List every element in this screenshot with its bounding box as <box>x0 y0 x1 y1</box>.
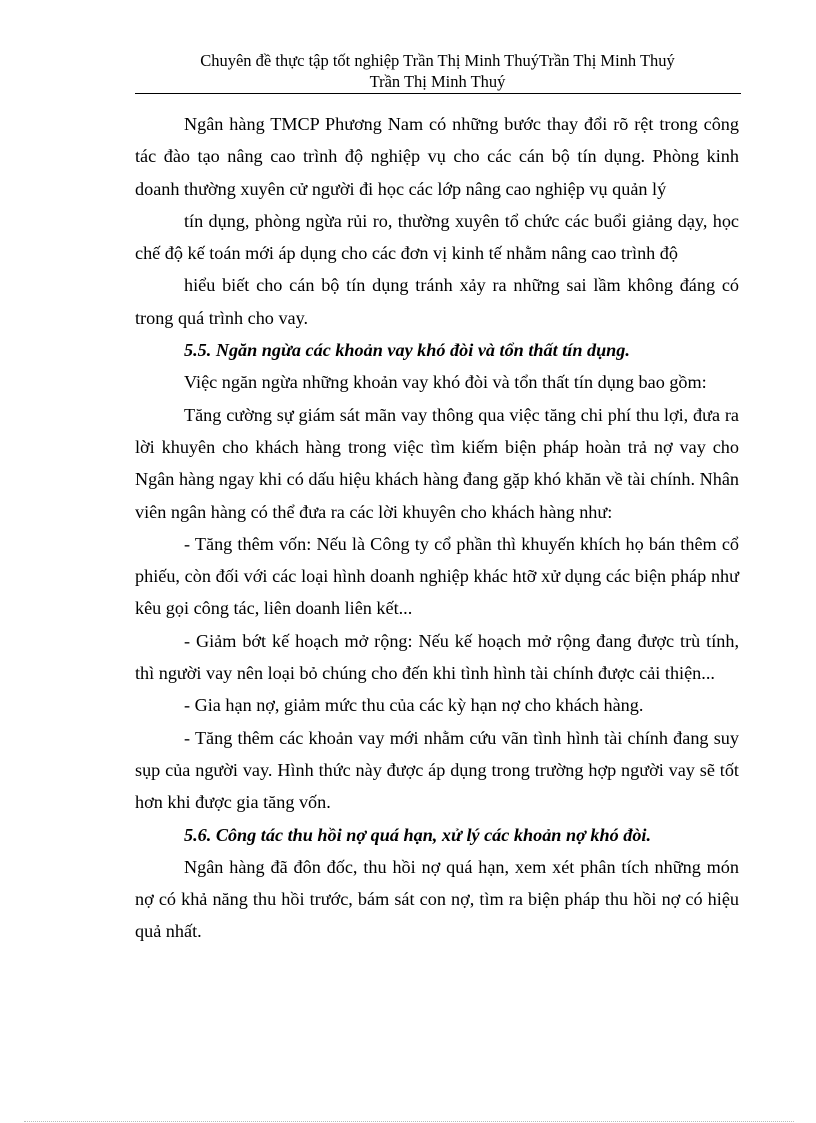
page-bottom-rule <box>24 1121 794 1122</box>
heading-5-6: 5.6. Công tác thu hồi nợ quá hạn, xử lý các khoản nợ khó đòi. <box>184 824 652 845</box>
heading-5-5: 5.5. Ngăn ngừa các khoản vay khó đòi và tổn thất tín dụng. <box>184 340 630 361</box>
paragraph-increase-capital: - Tăng thêm vốn: Nếu là Công ty cổ phần thì khuyến khích họ bán thêm cổ phiếu, còn đối với các loại hình doanh nghiệp khác htỡ xử dụng các biện pháp như kêu gọi công tác, liên doanh liên kết... <box>135 533 739 619</box>
paragraph-training-cont: tín dụng, phòng ngừa rủi ro, thường xuyên tổ chức các buổi giảng dạy, học chế độ kế toán mới áp dụng cho các đơn vị kinh tế nhằm nâng cao trình độ <box>135 210 739 264</box>
page-header <box>135 50 740 92</box>
paragraph-debt-recovery: Ngân hàng đã đôn đốc, thu hồi nợ quá hạn, xem xét phân tích những món nợ có khả năng thu hồi trước, bám sát con nợ, tìm ra biện pháp thu hồi nợ có hiệu quả nhất. <box>135 856 739 942</box>
paragraph-training: Ngân hàng TMCP Phương Nam có những bước thay đổi rõ rệt trong công tác đào tạo nâng cao trình độ nghiệp vụ cho các cán bộ tín dụng. Phòng kinh doanh thường xuyên cử người đi học các lớp nâng cao nghiệp vụ quản lý <box>135 114 739 199</box>
paragraph-prevention-intro: Việc ngăn ngừa những khoản vay khó đòi và tổn thất tín dụng bao gồm: <box>184 372 707 393</box>
header-rule <box>135 93 741 94</box>
paragraph-reduce-expansion: - Giảm bớt kế hoạch mở rộng: Nếu kế hoạch mở rộng đang được trù tính, thì người vay nên loại bỏ chúng cho đến khi tình hình tài chính được cải thiện... <box>135 630 739 684</box>
paragraph-extend-debt: - Gia hạn nợ, giảm mức thu của các kỳ hạn nợ cho khách hàng. <box>184 695 644 716</box>
paragraph-new-loans: - Tăng thêm các khoản vay mới nhằm cứu vãn tình hình tài chính đang suy sụp của người vay. Hình thức này được áp dụng trong trường hợp người vay sẽ tốt hơn khi được gia tăng vốn. <box>135 727 739 813</box>
paragraph-training-end: hiểu biết cho cán bộ tín dụng tránh xảy ra những sai lầm không đáng có trong quá trình cho vay. <box>135 275 739 328</box>
paragraph-supervision: Tăng cường sự giám sát mãn vay thông qua việc tăng chi phí thu lợi, đưa ra lời khuyên cho khách hàng trong việc tìm kiếm biện pháp hoàn trả nợ vay cho Ngân hàng ngay khi có dấu hiệu khách hàng đang gặp khó khăn về tài chính. Nhân viên ngân hàng có thể đưa ra các lời khuyên cho khách hàng như: <box>135 404 739 522</box>
header-line-1: Chuyên đề thực tập tốt nghiệp Trần Thị Minh ThuýTrần Thị Minh Thuý <box>200 51 675 70</box>
document-body <box>135 108 739 948</box>
header-line-2: Trần Thị Minh Thuý <box>369 72 506 91</box>
